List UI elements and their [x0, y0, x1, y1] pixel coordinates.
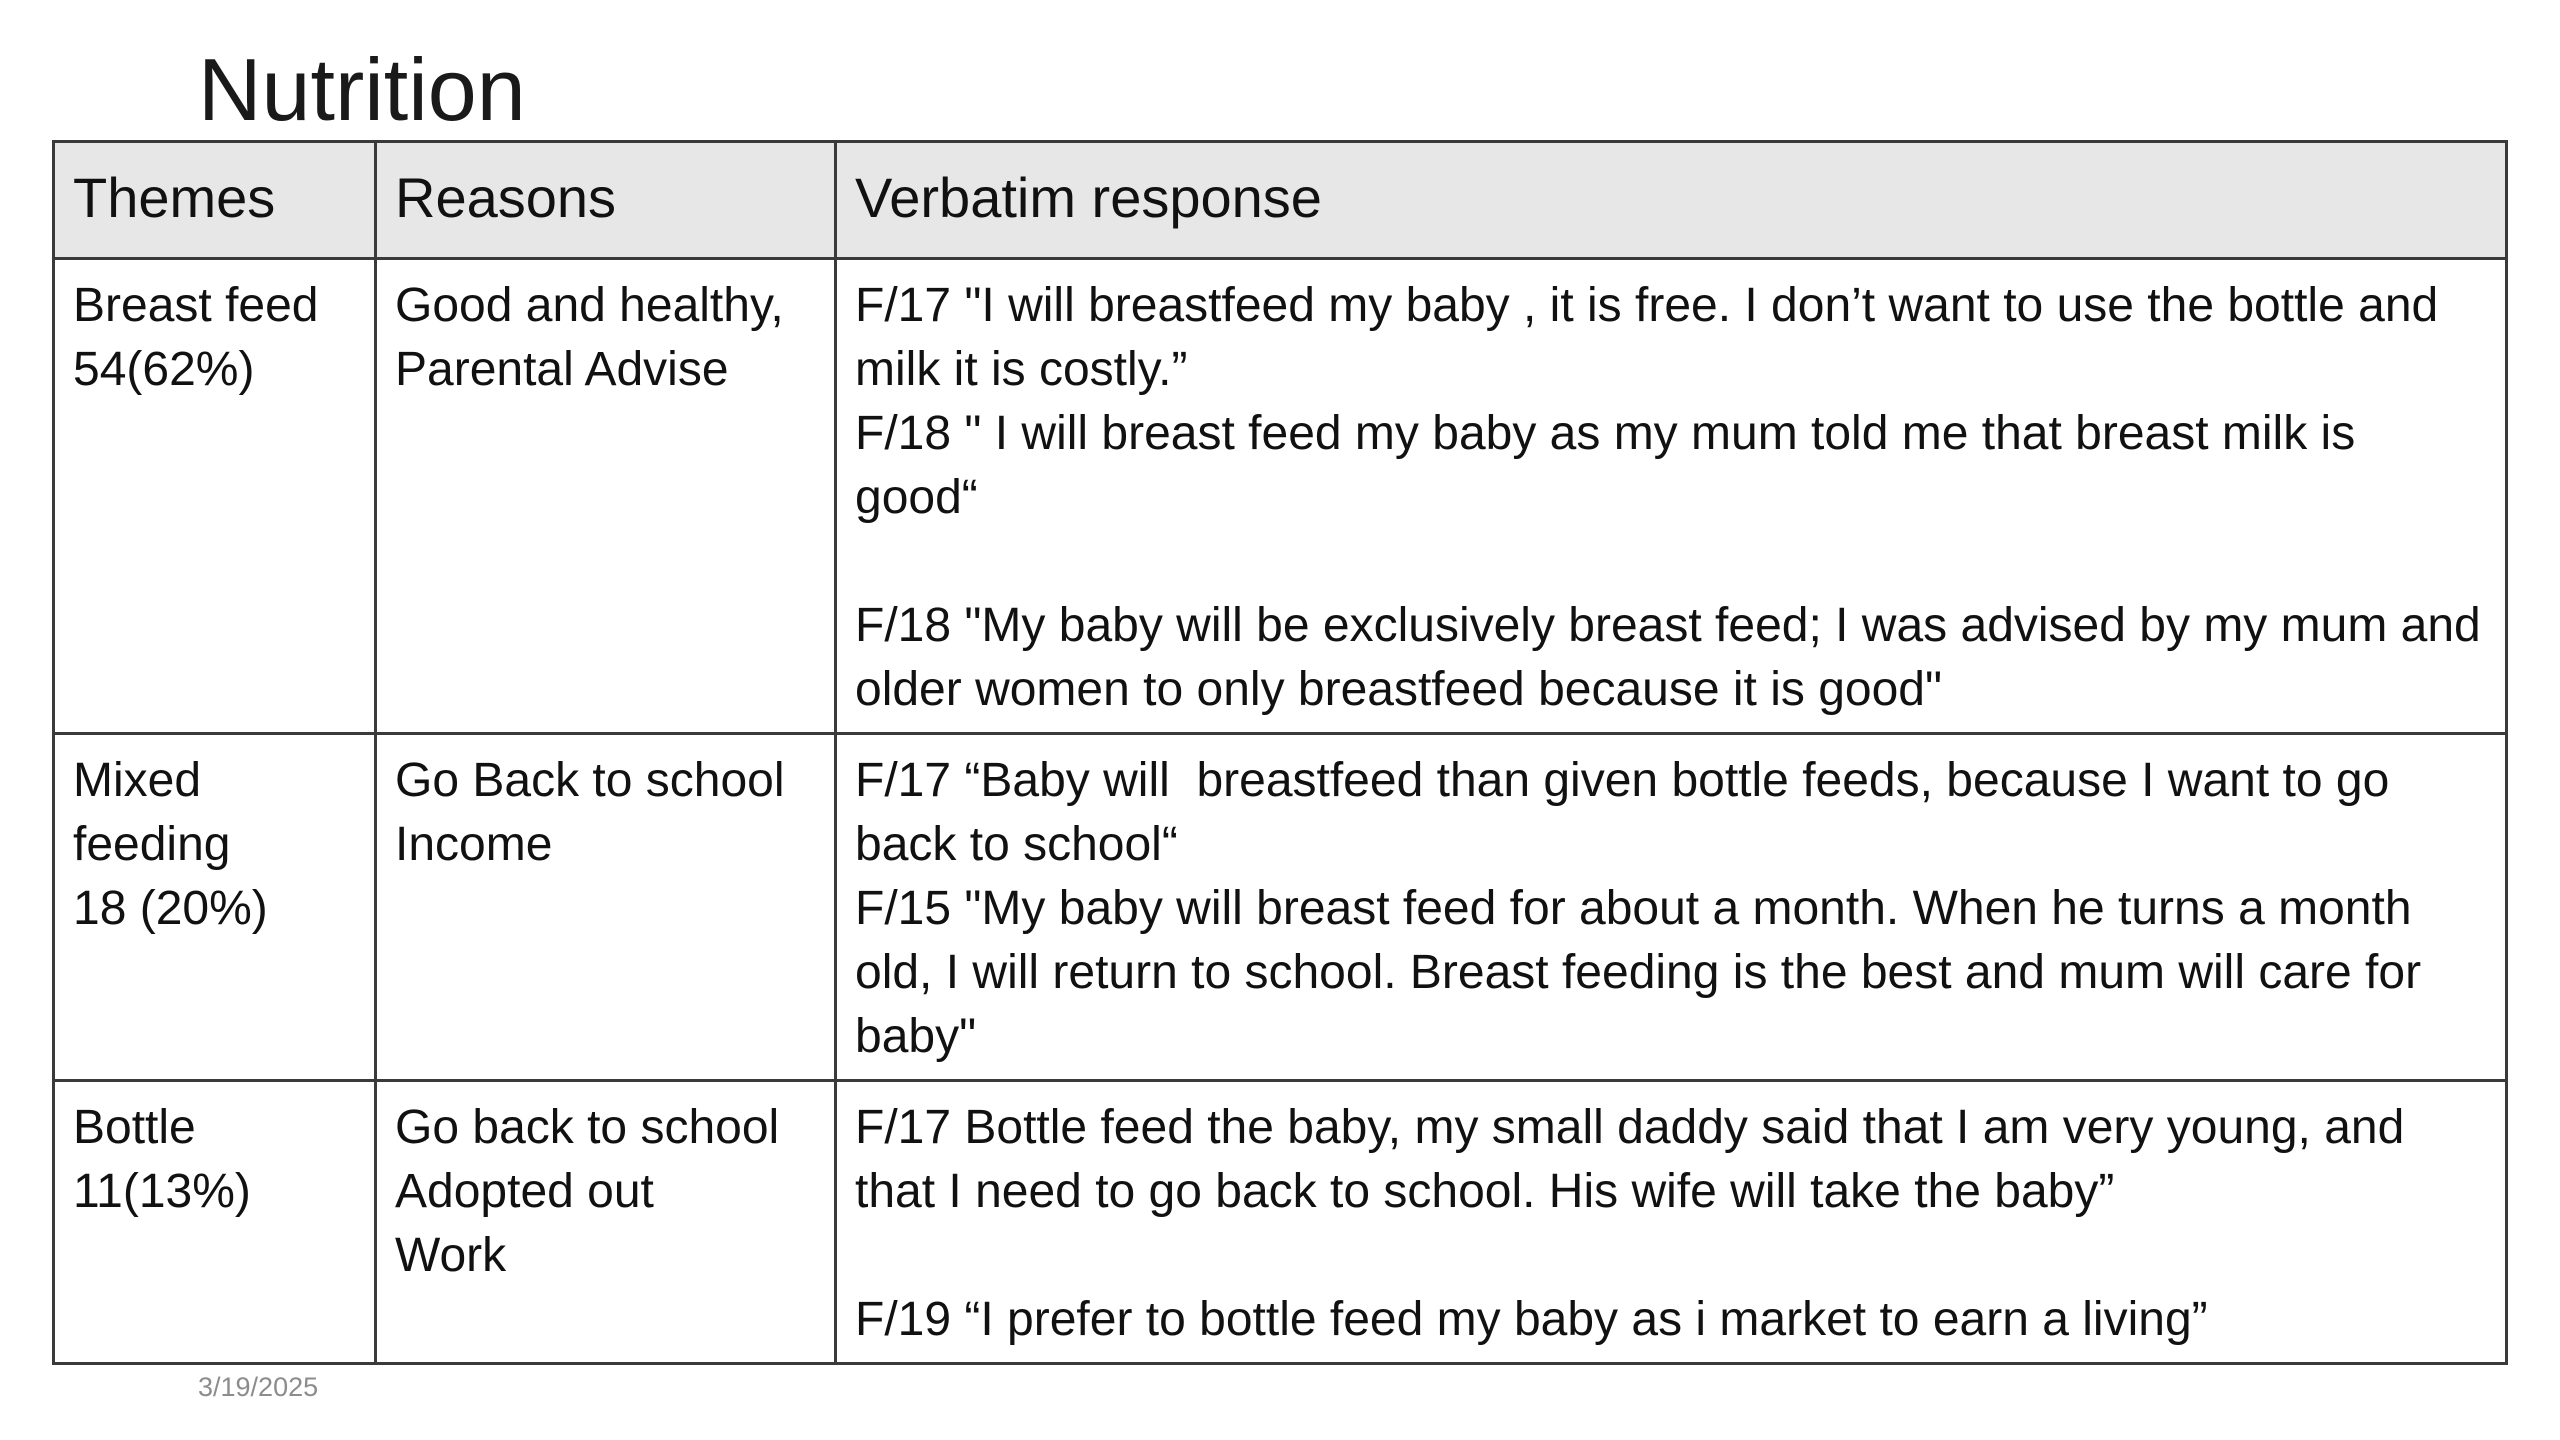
table-row	[54, 1081, 2507, 1364]
reasons-cell	[376, 1081, 836, 1364]
theme-text: Mixed	[73, 754, 202, 807]
verbatim-quote: F/15 "My baby will breast feed for about a month. When he turns a month old, I will return to school. Breast feeding is the best and mum will care for baby"	[855, 882, 2435, 1063]
header-reasons: Reasons	[376, 142, 836, 259]
theme-text: Breast feed	[73, 279, 319, 332]
nutrition-table	[52, 140, 2508, 1365]
nutrition-table-container	[52, 140, 2508, 1365]
reason-text: Go back to school	[395, 1101, 780, 1154]
header-verbatim-response: Verbatim response	[836, 142, 2507, 259]
slide-title: Nutrition	[198, 40, 526, 139]
theme-text: Bottle	[73, 1101, 196, 1154]
reason-text: Work	[395, 1229, 507, 1282]
verbatim-cell	[836, 734, 2507, 1081]
header-themes: Themes	[54, 142, 376, 259]
themes-cell	[54, 259, 376, 734]
verbatim-spacer	[855, 1224, 2487, 1288]
verbatim-cell	[836, 1081, 2507, 1364]
table-row	[54, 259, 2507, 734]
reason-text: Go Back to school	[395, 754, 785, 807]
verbatim-quote: F/19 “I prefer to bottle feed my baby as i market to earn a living”	[855, 1293, 2208, 1346]
reason-text: Good and healthy,	[395, 279, 784, 332]
verbatim-quote: F/17 "I will breastfeed my baby , it is free. I don’t want to use the bottle and milk it is costly.”	[855, 279, 2452, 396]
verbatim-quote: F/17 “Baby will breastfeed than given bottle feeds, because I want to go back to school“	[855, 754, 2403, 871]
reasons-cell	[376, 734, 836, 1081]
verbatim-quote: F/17 Bottle feed the baby, my small daddy said that I am very young, and that I need to go back to school. His wife will take the baby”	[855, 1101, 2418, 1218]
table-header-row	[54, 142, 2507, 259]
theme-text: feeding	[73, 818, 231, 871]
table-row	[54, 734, 2507, 1081]
reason-text: Income	[395, 818, 553, 871]
reason-text: Parental Advise	[395, 343, 729, 396]
theme-count: 54(62%)	[73, 343, 255, 396]
themes-cell	[54, 734, 376, 1081]
reason-text: Adopted out	[395, 1165, 654, 1218]
verbatim-quote: F/18 " I will breast feed my baby as my mum told me that breast milk is good“	[855, 407, 2369, 524]
reasons-cell	[376, 259, 836, 734]
footer-date: 3/19/2025	[198, 1372, 319, 1402]
theme-count: 11(13%)	[73, 1165, 251, 1218]
verbatim-cell	[836, 259, 2507, 734]
themes-cell	[54, 1081, 376, 1364]
theme-count: 18 (20%)	[73, 882, 268, 935]
verbatim-quote: F/18 "My baby will be exclusively breast feed; I was advised by my mum and older women to only breastfeed because it is good"	[855, 599, 2495, 716]
verbatim-spacer	[855, 530, 2487, 594]
